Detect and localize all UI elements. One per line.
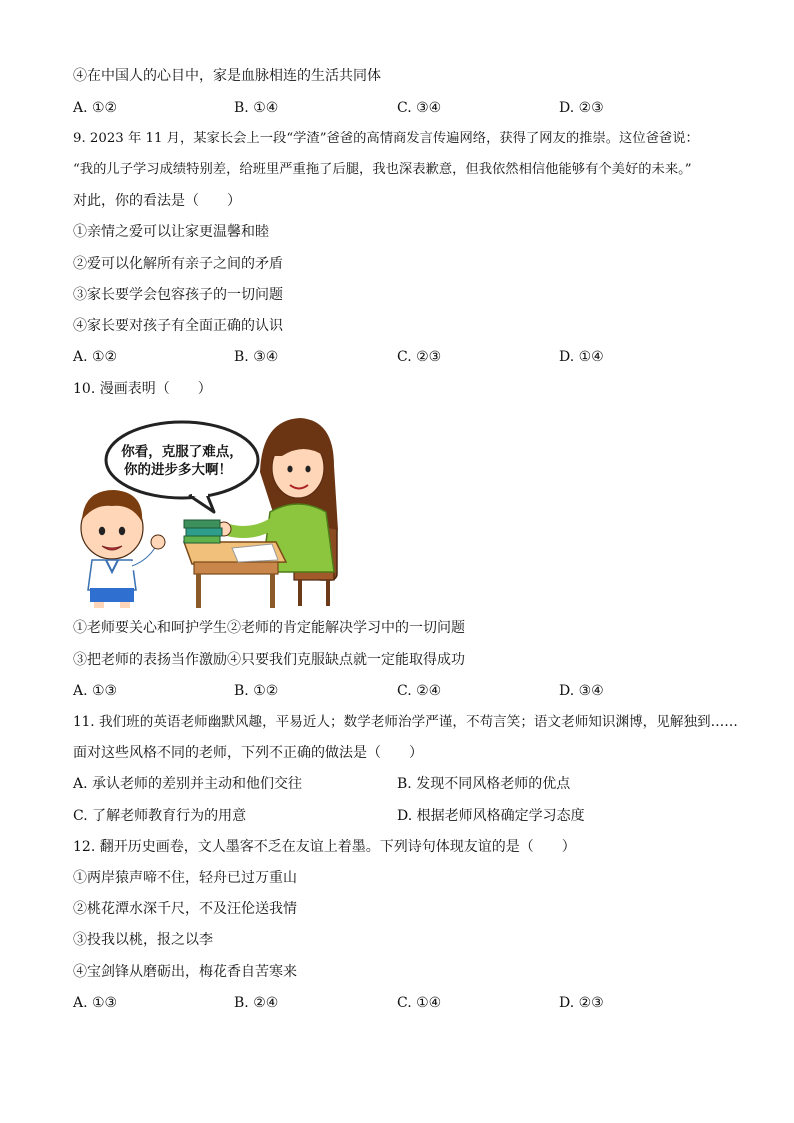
- q12-item-2: ②桃花潭水深千尺，不及汪伦送我情: [73, 901, 297, 917]
- q10-option-a: A. ①③: [73, 683, 118, 699]
- q12-stem: 12. 翻开历史画卷，文人墨客不乏在友谊上着墨。下列诗句体现友谊的是（ ）: [73, 839, 576, 855]
- q11-option-b: B. 发现不同风格老师的优点: [397, 776, 571, 792]
- q8-option-d: D. ②③: [559, 100, 604, 116]
- q9-stem-line-2: “我的儿子学习成绩特别差，给班里严重拖了后腿，我也深表歉意，但我依然相信他能够有个美好的未来。”: [73, 162, 692, 177]
- cartoon-teacher-praising-student: [72, 412, 342, 608]
- q8-item-4: ④在中国人的心目中，家是血脉相连的生活共同体: [73, 68, 381, 84]
- q11-option-d: D. 根据老师风格确定学习态度: [397, 808, 585, 824]
- q12-option-d: D. ②③: [559, 995, 604, 1011]
- q9-option-b: B. ③④: [234, 349, 279, 365]
- q8-option-c: C. ③④: [397, 100, 442, 116]
- q12-item-3: ③投我以桃，报之以李: [73, 932, 213, 948]
- q11-stem-line-1: 11. 我们班的英语老师幽默风趣，平易近人；数学老师治学严谨，不苟言笑；语文老师知识渊博，见解独到……: [73, 714, 738, 730]
- q9-stem-line-1: 9. 2023 年 11 月，某家长会上一段“学渣”爸爸的高情商发言传遍网络，获得了网友的推崇。这位爸爸说：: [73, 131, 699, 146]
- q10-option-d: D. ③④: [559, 683, 604, 699]
- q9-option-d: D. ①④: [559, 349, 604, 365]
- q10-items-line-1: ①老师要关心和呵护学生②老师的肯定能解决学习中的一切问题: [73, 620, 465, 636]
- q12-option-c: C. ①④: [397, 995, 442, 1011]
- q9-stem-line-3: 对此，你的看法是（ ）: [73, 193, 241, 209]
- q12-item-1: ①两岸猿声啼不住，轻舟已过万重山: [73, 870, 297, 886]
- speech-line-2: 你的进步多大啊！: [124, 462, 232, 478]
- q11-stem-line-2: 面对这些风格不同的老师，下列不正确的做法是（ ）: [73, 745, 423, 761]
- q12-option-b: B. ②④: [234, 995, 279, 1011]
- q9-option-a: A. ①②: [73, 349, 118, 365]
- q9-item-3: ③家长要学会包容孩子的一切问题: [73, 287, 283, 303]
- q10-option-c: C. ②④: [397, 683, 442, 699]
- q10-stem: 10. 漫画表明（ ）: [73, 381, 212, 397]
- q9-item-4: ④家长要对孩子有全面正确的认识: [73, 318, 283, 334]
- q9-item-2: ②爱可以化解所有亲子之间的矛盾: [73, 256, 283, 272]
- speech-line-1: 你看，克服了难点，: [121, 444, 243, 460]
- q11-option-c: C. 了解老师教育行为的用意: [73, 808, 247, 824]
- q9-item-1: ①亲情之爱可以让家更温馨和睦: [73, 224, 269, 240]
- q8-option-a: A. ①②: [73, 100, 118, 116]
- q12-item-4: ④宝剑锋从磨砺出，梅花香自苦寒来: [73, 964, 297, 980]
- q10-items-line-2: ③把老师的表扬当作激励④只要我们克服缺点就一定能取得成功: [73, 652, 465, 668]
- q8-option-b: B. ①④: [234, 100, 279, 116]
- q10-option-b: B. ①②: [234, 683, 279, 699]
- q12-option-a: A. ①③: [73, 995, 118, 1011]
- q11-option-a: A. 承认老师的差别并主动和他们交往: [73, 776, 303, 792]
- q9-option-c: C. ②③: [397, 349, 442, 365]
- student-figure: [81, 490, 165, 608]
